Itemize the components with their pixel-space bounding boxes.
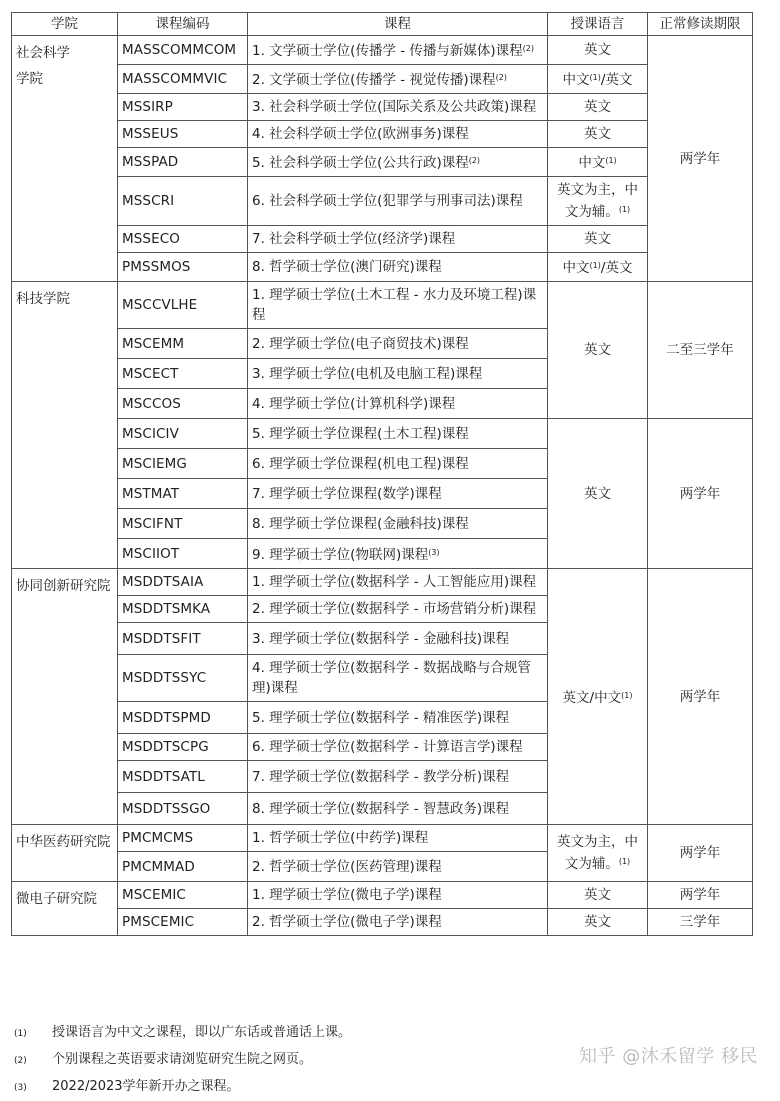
table-header-row [12,13,753,36]
footnote [14,1020,351,1047]
teaching-language: 英文 [548,909,648,936]
course-name: 4. 理学硕士学位(计算机科学)课程 [248,389,548,419]
course-name: 9. 理学硕士学位(物联网)课程$^{(3)}$ [248,539,548,569]
course-code: MSCECT [118,359,248,389]
header-duration: 正常修读期限 [648,13,753,36]
course-code: MSCIEMG [118,449,248,479]
footnote-text: 2022/2023学年新开办之课程。 [52,1079,240,1094]
course-code: MSDDTSPMD [118,702,248,734]
course-name: 2. 理学硕士学位(数据科学 - 市场营销分析)课程 [248,596,548,623]
course-name: 3. 社会科学硕士学位(国际关系及公共政策)课程 [248,94,548,121]
course-code: MSCCVLHE [118,282,248,329]
watermark: 知乎 @沐禾留学 移民 [579,1046,758,1067]
course-name: 4. 社会科学硕士学位(欧洲事务)课程 [248,121,548,148]
course-code: MSCICIV [118,419,248,449]
teaching-language: 英文 [548,36,648,65]
teaching-language: 中文$^{(1)}$/英文 [548,65,648,94]
study-duration: 二至三学年 [648,282,753,419]
footnote-text: 授课语言为中文之课程，即以广东话或普通话上课。 [52,1025,352,1040]
table-row [12,65,753,94]
program-table [11,12,753,936]
study-duration: 两学年 [648,419,753,569]
teaching-language: 英文 [548,121,648,148]
course-name: 1. 文学硕士学位(传播学 - 传播与新媒体)课程$^{(2)}$ [248,36,548,65]
course-name: 6. 社会科学硕士学位(犯罪学与刑事司法)课程 [248,177,548,226]
table-row [12,282,753,329]
course-code: MSDDTSMKA [118,596,248,623]
table-row [12,909,753,936]
course-code: MSDDTSSYC [118,655,248,702]
school-cell: 微电子研究院 [12,882,118,936]
study-duration: 两学年 [648,825,753,882]
header-school: 学院 [12,13,118,36]
teaching-language: 英文 [548,282,648,419]
table-row [12,226,753,253]
course-name: 2. 哲学硕士学位(医药管理)课程 [248,852,548,882]
course-code: MSDDTSSGO [118,793,248,825]
footnote-mark: (1) [14,1029,27,1039]
course-name: 3. 理学硕士学位(数据科学 - 金融科技)课程 [248,623,548,655]
course-name: 7. 理学硕士学位(数据科学 - 教学分析)课程 [248,761,548,793]
teaching-language: 英文为主，中文为辅。$^{(1)}$ [548,177,648,226]
study-duration: 两学年 [648,36,753,282]
course-code: MSSPAD [118,148,248,177]
teaching-language: 英文 [548,882,648,909]
course-code: PMCMMAD [118,852,248,882]
table-row [12,253,753,282]
course-name: 5. 理学硕士学位(数据科学 - 精准医学)课程 [248,702,548,734]
header-code: 课程编码 [118,13,248,36]
course-name: 5. 社会科学硕士学位(公共行政)课程$^{(2)}$ [248,148,548,177]
course-code: MSCEMM [118,329,248,359]
footnote [14,1074,351,1101]
course-code: MSDDTSAIA [118,569,248,596]
course-name: 5. 理学硕士学位课程(土木工程)课程 [248,419,548,449]
course-name: 1. 理学硕士学位(微电子学)课程 [248,882,548,909]
course-name: 6. 理学硕士学位课程(机电工程)课程 [248,449,548,479]
course-code: MSCIIOT [118,539,248,569]
course-name: 1. 哲学硕士学位(中药学)课程 [248,825,548,852]
school-cell: 科技学院 [12,282,118,569]
footnote-mark: (3) [14,1083,27,1093]
course-code: PMCMCMS [118,825,248,852]
course-name: 1. 理学硕士学位(土木工程 - 水力及环境工程)课程 [248,282,548,329]
study-duration: 两学年 [648,569,753,825]
school-cell: 协同创新研究院 [12,569,118,825]
table-row [12,36,753,65]
course-name: 7. 社会科学硕士学位(经济学)课程 [248,226,548,253]
header-course: 课程 [248,13,548,36]
course-name: 8. 理学硕士学位(数据科学 - 智慧政务)课程 [248,793,548,825]
course-code: PMSSMOS [118,253,248,282]
footnote-mark: (2) [14,1056,27,1066]
study-duration: 两学年 [648,882,753,909]
course-name: 2. 理学硕士学位(电子商贸技术)课程 [248,329,548,359]
course-code: MSSECO [118,226,248,253]
course-code: MSCCOS [118,389,248,419]
table-row [12,177,753,226]
teaching-language: 英文为主，中文为辅。$^{(1)}$ [548,825,648,882]
study-duration: 三学年 [648,909,753,936]
teaching-language: 中文$^{(1)}$ [548,148,648,177]
course-code: MSSCRI [118,177,248,226]
course-code: MSDDTSFIT [118,623,248,655]
teaching-language: 中文$^{(1)}$/英文 [548,253,648,282]
table-row [12,419,753,449]
course-name: 1. 理学硕士学位(数据科学 - 人工智能应用)课程 [248,569,548,596]
footnote [14,1047,351,1074]
course-code: MSCEMIC [118,882,248,909]
table-row [12,882,753,909]
footnotes [14,1020,351,1101]
course-code: MSDDTSCPG [118,734,248,761]
footnote-text: 个别课程之英语要求请浏览研究生院之网页。 [52,1052,313,1067]
course-name: 2. 哲学硕士学位(微电子学)课程 [248,909,548,936]
course-code: PMSCEMIC [118,909,248,936]
teaching-language: 英文 [548,226,648,253]
teaching-language: 英文 [548,419,648,569]
course-code: MASSCOMMVIC [118,65,248,94]
course-code: MSCIFNT [118,509,248,539]
course-name: 4. 理学硕士学位(数据科学 - 数据战略与合规管理)课程 [248,655,548,702]
course-code: MSSEUS [118,121,248,148]
course-code: MASSCOMMCOM [118,36,248,65]
table-row [12,148,753,177]
course-name: 8. 理学硕士学位课程(金融科技)课程 [248,509,548,539]
table-row [12,121,753,148]
course-name: 6. 理学硕士学位(数据科学 - 计算语言学)课程 [248,734,548,761]
course-code: MSSIRP [118,94,248,121]
table-row [12,94,753,121]
table-row [12,569,753,596]
course-code: MSTMAT [118,479,248,509]
table-row [12,825,753,852]
course-name: 2. 文学硕士学位(传播学 - 视觉传播)课程$^{(2)}$ [248,65,548,94]
course-name: 7. 理学硕士学位课程(数学)课程 [248,479,548,509]
school-cell: 中华医药研究院 [12,825,118,882]
course-name: 8. 哲学硕士学位(澳门研究)课程 [248,253,548,282]
course-name: 3. 理学硕士学位(电机及电脑工程)课程 [248,359,548,389]
course-code: MSDDTSATL [118,761,248,793]
school-cell: 社会科学 学院 [12,36,118,282]
header-language: 授课语言 [548,13,648,36]
teaching-language: 英文 [548,94,648,121]
teaching-language: 英文/中文$^{(1)}$ [548,569,648,825]
